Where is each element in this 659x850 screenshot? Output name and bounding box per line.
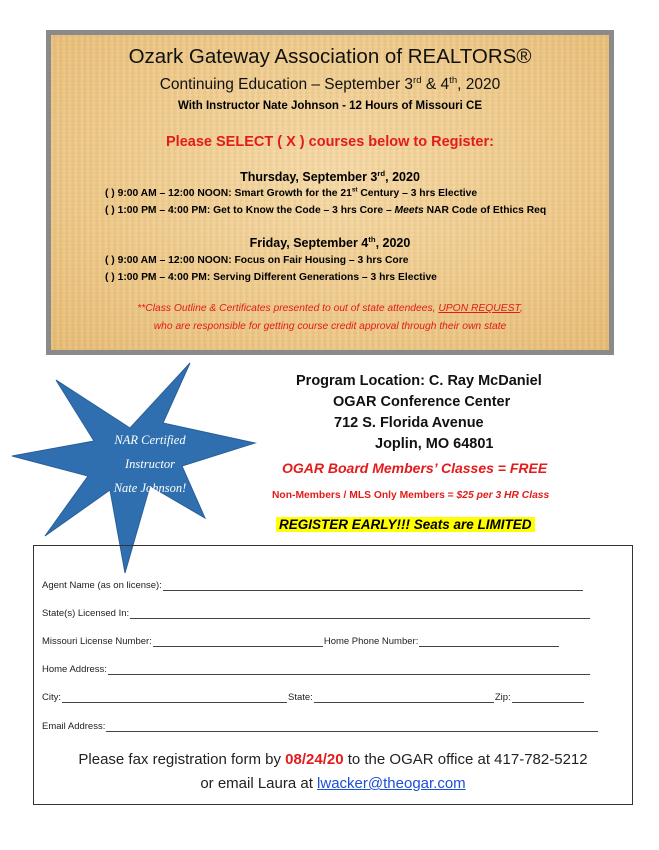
course-checkbox[interactable]: ( ): [105, 272, 115, 283]
agent-name-label: Agent Name (as on license):: [42, 580, 162, 591]
mo-license-label: Missouri License Number:: [42, 636, 152, 647]
instructor-line: With Instructor Nate Johnson - 12 Hours of Missouri CE: [177, 100, 483, 112]
course-checkbox[interactable]: ( ): [105, 188, 115, 199]
email-row[interactable]: [42, 721, 599, 732]
badge-line3: Nate Johnson!: [113, 481, 187, 495]
states-licensed-row[interactable]: [42, 608, 591, 619]
agent-name-field[interactable]: [163, 581, 583, 591]
association-title: Ozark Gateway Association of REALTORS®: [128, 45, 532, 68]
location-line2: OGAR Conference Center: [333, 394, 511, 410]
badge-line1: NAR Certified: [114, 433, 186, 447]
course-checkbox[interactable]: ( ): [105, 205, 115, 216]
course-checkbox[interactable]: ( ): [105, 255, 115, 266]
home-address-field[interactable]: [108, 665, 590, 675]
course-header-panel: [46, 30, 614, 355]
city-label: City:: [42, 692, 61, 703]
home-address-label: Home Address:: [42, 664, 107, 675]
fax-instructions: Please fax registration form by 08/24/20 to the OGAR office at 417-782-5212: [78, 751, 588, 768]
select-instructions: Please SELECT ( X ) courses below to Register:: [166, 134, 494, 150]
course-option[interactable]: ( ) 1:00 PM – 4:00 PM: Get to Know the Code – 3 hrs Core – Meets NAR Code of Ethics Req: [105, 205, 547, 216]
member-price: OGAR Board Members’ Classes = FREE: [282, 460, 548, 476]
state-field[interactable]: [314, 693, 494, 703]
email-label: Email Address:: [42, 721, 106, 732]
event-subtitle: Continuing Education – September 3rd & 4th, 2020: [159, 74, 501, 93]
register-early-banner: REGISTER EARLY!!! Seats are LIMITED: [276, 517, 535, 532]
home-address-row[interactable]: [42, 664, 591, 675]
states-licensed-label: State(s) Licensed In:: [42, 608, 130, 619]
location-line4: Joplin, MO 64801: [375, 436, 494, 452]
home-phone-label: Home Phone Number:: [323, 636, 419, 647]
course-option[interactable]: ( ) 9:00 AM – 12:00 NOON: Smart Growth for the 21st Century – 3 hrs Elective: [105, 186, 478, 199]
location-line1: Program Location: C. Ray McDaniel: [296, 373, 542, 389]
city-state-zip-row[interactable]: [42, 692, 585, 703]
state-label: State:: [288, 692, 313, 703]
email-link[interactable]: lwacker@theogar.com: [317, 775, 466, 792]
course-option[interactable]: ( ) 9:00 AM – 12:00 NOON: Focus on Fair Housing – 3 hrs Core: [105, 255, 409, 266]
license-phone-row[interactable]: [42, 636, 560, 647]
mo-license-field[interactable]: [153, 637, 323, 647]
location-line3: 712 S. Florida Avenue: [334, 415, 484, 431]
registration-form: [33, 545, 633, 805]
course-option[interactable]: ( ) 1:00 PM – 4:00 PM: Serving Different Generations – 3 hrs Elective: [105, 272, 437, 283]
states-licensed-field[interactable]: [130, 609, 590, 619]
city-field[interactable]: [62, 693, 287, 703]
zip-label: Zip:: [494, 692, 511, 703]
fax-deadline: 08/24/20: [285, 751, 344, 768]
email-field[interactable]: [106, 722, 598, 732]
day-heading-friday: Friday, September 4th, 2020: [249, 234, 411, 250]
email-instructions: or email Laura at lwacker@theogar.com: [200, 775, 466, 792]
badge-line2: Instructor: [125, 457, 175, 471]
nonmember-price: Non-Members / MLS Only Members = $25 per 3 HR Class: [272, 490, 550, 501]
credit-note-line1: **Class Outline & Certificates presented to out of state attendees, UPON REQUEST,: [137, 303, 523, 314]
zip-field[interactable]: [512, 693, 584, 703]
agent-name-row[interactable]: [42, 580, 584, 591]
credit-note-line2: who are responsible for getting course credit approval through their own state: [153, 321, 507, 332]
home-phone-field[interactable]: [419, 637, 559, 647]
day-heading-thursday: Thursday, September 3rd, 2020: [240, 168, 420, 184]
